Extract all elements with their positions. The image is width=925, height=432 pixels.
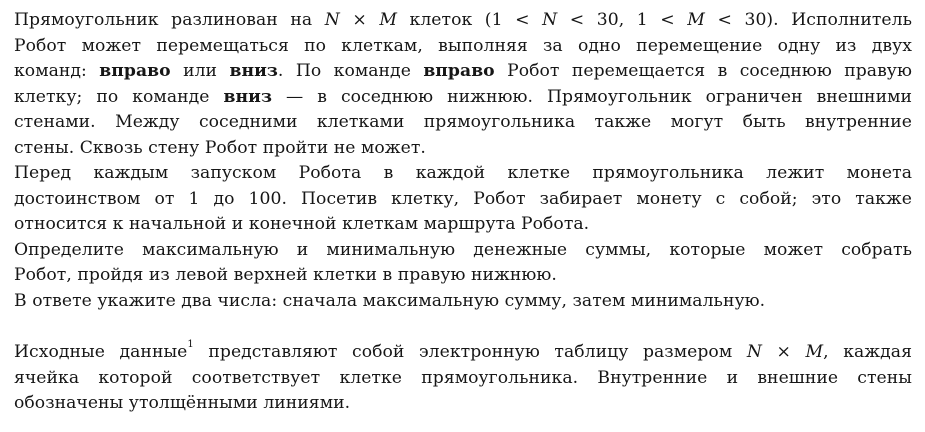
paragraph-4-line-1: В ответе укажите два числа: сначала максимальную сумму, затем минимальную. <box>14 290 766 311</box>
variable-n: N <box>542 10 558 30</box>
command-right: вправо <box>423 61 495 81</box>
text-run: < 30). Исполнитель <box>704 10 912 30</box>
variable-m: M <box>805 342 824 362</box>
paragraph-3-line-2: Робот, пройдя из левой верхней клетки в правую нижнюю. <box>14 265 557 285</box>
text-run: . По команде <box>277 61 424 81</box>
text-run: или <box>170 61 230 81</box>
paragraph-5-line-1 <box>14 340 912 366</box>
command-down: вниз <box>223 86 272 107</box>
text-run: Робот перемещается в соседнюю правую <box>494 61 912 81</box>
paragraph-3-line-1: Определите максимальную и минимальную денежные суммы, которые может собрать <box>14 239 912 260</box>
paragraph-1-line-2: Робот может перемещаться по клеткам, выполняя за одно перемещение одну из двух <box>14 35 912 56</box>
task-text <box>14 8 912 417</box>
command-right: вправо <box>99 61 171 81</box>
paragraph-2-line-2: достоинством от 1 до 100. Посетив клетку, Робот забирает монету с собой; это также <box>14 188 912 209</box>
paragraph-1-line-5: стенами. Между соседними клетками прямоугольника также могут быть внутренние <box>14 112 912 132</box>
text-run: — в соседнюю нижнюю. Прямоугольник ограничен внешними <box>271 86 912 107</box>
text-run: × <box>339 10 380 30</box>
paragraph-1-line-4 <box>14 85 912 111</box>
text-run: клетку; по команде <box>14 86 224 107</box>
text-run: команд: <box>14 61 100 81</box>
text-run: × <box>761 342 806 362</box>
paragraph-1-line-1 <box>14 8 912 34</box>
text-run: представляют собой электронную таблицу размером <box>193 342 747 362</box>
paragraph-2-line-1: Перед каждым запуском Робота в каждой клетке прямоугольника лежит монета <box>14 163 912 183</box>
text-run: клеток (1 < <box>397 10 543 30</box>
paragraph-1-line-6: стены. Сквозь стену Робот пройти не может. <box>14 137 426 158</box>
text-run: Исходные данные <box>14 342 188 362</box>
text-run: , каждая <box>823 342 912 362</box>
paragraph-5-line-3: обозначены утолщёнными линиями. <box>14 393 351 413</box>
paragraph-2-line-3: относится к начальной и конечной клеткам маршрута Робота. <box>14 214 590 234</box>
text-run: Прямоугольник разлинован на <box>14 10 325 30</box>
footnote-marker: 1 <box>187 339 194 351</box>
text-run: < 30, 1 < <box>557 10 688 30</box>
paragraph-5-line-2: ячейка которой соответствует клетке прямоугольника. Внутренние и внешние стены <box>14 367 912 388</box>
variable-n: N <box>324 10 340 30</box>
variable-m: M <box>379 10 397 30</box>
variable-m: M <box>687 10 705 30</box>
variable-n: N <box>746 342 762 362</box>
paragraph-spacer <box>14 314 912 340</box>
paragraph-1-line-3 <box>14 59 912 85</box>
command-down: вниз <box>229 61 278 81</box>
